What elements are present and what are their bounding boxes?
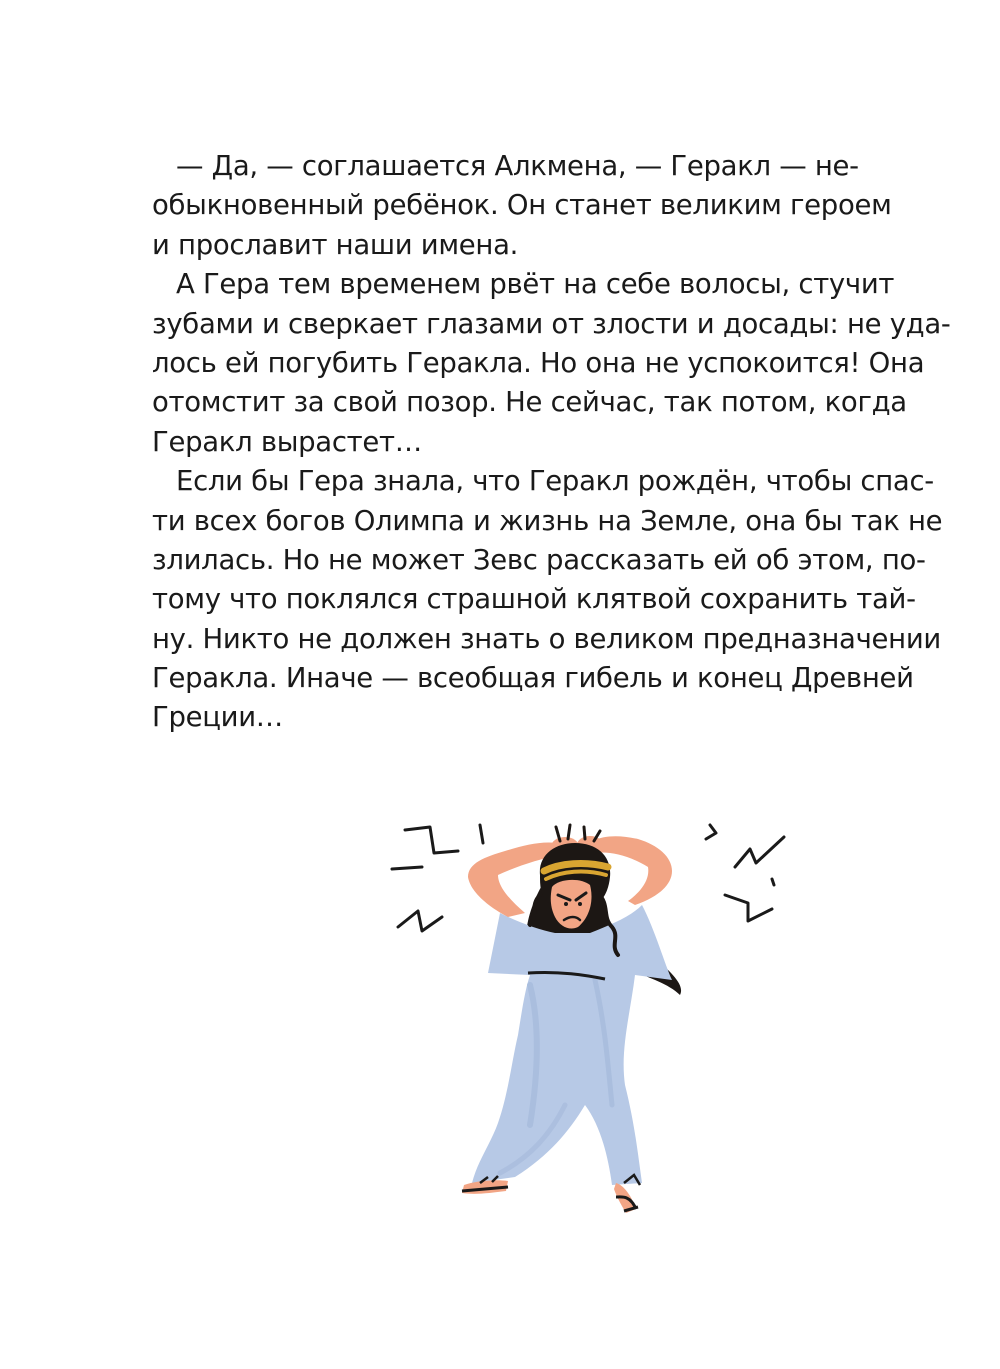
text-line: лось ей погубить Геракла. Но она не успокоится! Она — [152, 346, 925, 379]
text-line: тому что поклялся страшной клятвой сохранить тай- — [152, 583, 916, 616]
paragraph — [152, 265, 951, 462]
angry-hera-illustration — [380, 805, 800, 1235]
text-line: Греции… — [152, 701, 284, 734]
text-line: ну. Никто не должен знать о великом предназначении — [152, 622, 941, 655]
text-line: зубами и сверкает глазами от злости и досады: не уда- — [152, 307, 951, 340]
text-line: Если бы Гера знала, что Геракл рождён, чтобы спас- — [176, 465, 934, 498]
text-line: — Да, — соглашается Алкмена, — Геракл — не- — [176, 150, 859, 182]
text-line: обыкновенный ребёнок. Он станет великим героем — [152, 189, 892, 222]
text-line: злилась. Но не может Зевс рассказать ей об этом, по- — [152, 543, 926, 576]
text-line: ти всех богов Олимпа и жизнь на Земле, она бы так не — [152, 504, 943, 537]
story-text — [152, 147, 951, 738]
paragraph — [152, 147, 892, 265]
text-line: и прославит наши имена. — [152, 228, 519, 261]
text-line: А Гера тем временем рвёт на себе волосы, стучит — [176, 268, 895, 301]
text-line: Геракла. Иначе — всеобщая гибель и конец Древней — [152, 662, 914, 695]
text-line: Геракл вырастет… — [152, 425, 422, 458]
dress — [472, 905, 672, 1185]
text-line: отомстит за свой позор. Не сейчас, так потом, когда — [152, 386, 907, 419]
paragraph — [152, 462, 943, 738]
